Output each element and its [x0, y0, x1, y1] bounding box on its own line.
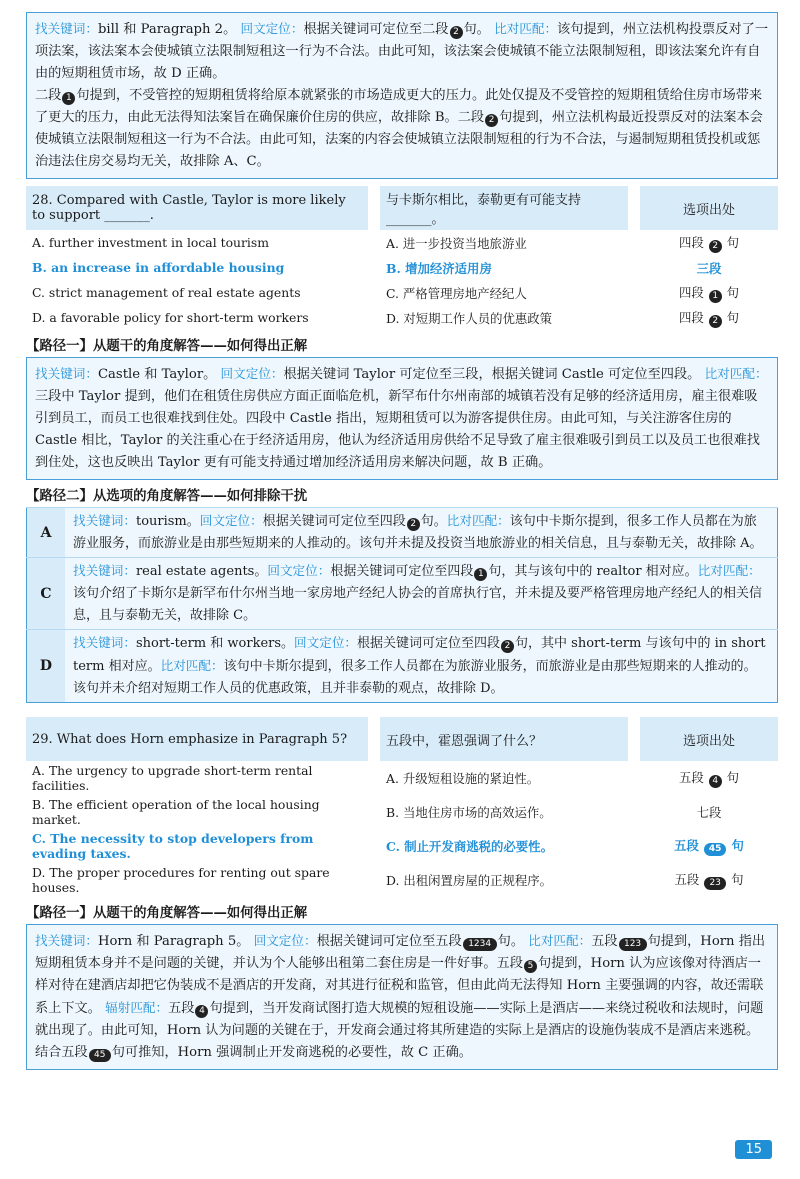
match-label: 比对匹配：	[494, 21, 558, 36]
option-source: 五段 4 句	[678, 770, 740, 786]
option-letter: C	[27, 558, 66, 630]
keyword-label: 找关键词：	[73, 513, 136, 528]
sentence-number-badge: 4	[709, 775, 722, 788]
option-en: A. further investment in local tourism	[32, 235, 270, 250]
locate-label: 回文定位：	[267, 563, 331, 578]
analysis-text: 句。	[497, 934, 525, 949]
q27-analysis-box	[26, 12, 778, 179]
option-en: C. strict management of real estate agents	[32, 285, 301, 300]
page	[26, 12, 778, 1070]
analysis-text: Castle 和 Taylor。	[97, 367, 217, 382]
q28-route2-title: 【路径二】从选项的角度解答——如何排除干扰	[26, 489, 308, 504]
keyword-label: 找关键词：	[35, 366, 98, 381]
option-source: 四段 2 句	[678, 309, 740, 326]
q28-option-d	[26, 305, 778, 330]
keyword-label: 找关键词：	[73, 635, 136, 650]
analysis-text: 句提到，州立法机构最近投票反对的法案本会使城镇立法限制短租这一行为不合法。由此可知，法案的内容会使城镇立法限制短租的行为不合法，与遏制短期租赁投机或惩治违法住房交易均无关，故排除 A、C。	[35, 110, 763, 169]
analysis-text: 根据关键词可定位至五段	[316, 934, 462, 949]
analysis-text: 句提到，不受管控的短期租赁将给原本就紧张的市场造成更大的压力。此处仅提及不受管控的短期租赁给住房市场带来了更大的压力，由此无法得知法案旨在确保廉价住房的供应，故排除 B。二段	[35, 88, 763, 125]
sentence-number-badge: 1	[474, 568, 487, 581]
sentence-number-badge: 2	[501, 640, 514, 653]
locate-label: 回文定位：	[294, 635, 357, 650]
sentence-number-badge: 1234	[463, 938, 497, 951]
option-cn: B. 当地住房市场的高效运作。	[386, 805, 552, 820]
q29-option-a	[26, 761, 778, 795]
q29-source-header: 选项出处	[640, 717, 778, 761]
sentence-number-badge: 2	[485, 114, 498, 127]
sentence-number-badge: 2	[407, 518, 420, 531]
analysis-text: Horn 和 Paragraph 5。	[97, 934, 250, 949]
q28-question-cn: 与卡斯尔相比，泰勒更有可能支持_______。	[380, 186, 628, 230]
q28-options-table	[26, 186, 778, 330]
q29-option-d	[26, 863, 778, 897]
elimination-text: 找关键词：tourism。回文定位：根据关键词可定位至四段 2 句。比对匹配：该句中卡斯尔提到，很多工作人员都在为旅游业服务，而旅游业是由那些短期来的人推动的。该句并未提及投资当地旅游业的相关信息，且与泰勒无关，故排除 A。	[65, 508, 778, 558]
sentence-number-badge: 1	[709, 290, 722, 303]
option-cn: A. 进一步投资当地旅游业	[386, 235, 527, 251]
option-en: C. The necessity to stop developers from evading taxes.	[32, 831, 314, 861]
q29-options-table	[26, 717, 778, 897]
option-source: 四段 2 句	[678, 234, 740, 251]
q29-option-b	[26, 795, 778, 829]
option-source: 三段	[696, 260, 722, 276]
sentence-number-badge: 123	[619, 938, 647, 951]
elimination-row-c	[27, 558, 778, 630]
q28-question-en: 28. Compared with Castle, Taylor is more likely to support _______.	[26, 186, 368, 230]
sentence-number-badge: 2	[709, 240, 722, 253]
sentence-number-badge: 4	[195, 1005, 208, 1018]
option-cn: D. 对短期工作人员的优惠政策	[386, 310, 553, 326]
elimination-row-a	[27, 508, 778, 558]
locate-label: 回文定位：	[199, 513, 263, 528]
option-en: B. an increase in affordable housing	[32, 260, 285, 275]
locate-label: 回文定位：	[220, 366, 284, 381]
sentence-number-badge: 45	[89, 1049, 111, 1062]
q29-header-row	[26, 717, 778, 761]
keyword-label: 找关键词：	[35, 933, 98, 948]
match-label: 比对匹配：	[697, 563, 761, 578]
analysis-text: 根据关键词可定位至二段	[303, 22, 449, 37]
q27-analysis-para-2	[35, 85, 769, 173]
sentence-number-badge: 2	[709, 315, 722, 328]
q29-route1-box	[26, 924, 778, 1070]
q29-route1-title: 【路径一】从题干的角度解答——如何得出正解	[26, 906, 308, 921]
option-source: 五段 45 句	[674, 838, 744, 854]
analysis-text: bill 和 Paragraph 2。	[97, 22, 237, 37]
analysis-text: 五段	[168, 1001, 195, 1016]
locate-label: 回文定位：	[240, 21, 304, 36]
q28-source-header: 选项出处	[640, 186, 778, 230]
analysis-text: 该句提到，州立法机构投票反对了一项法案，该法案本会使城镇立法限制短租这一行为不合法。由此可知，该法案会使城镇不能立法限制短租，即该法案允许有自由的短期租赁市场，故 D 正确。	[35, 22, 769, 81]
q28-elimination-table	[26, 507, 778, 703]
q28-route1-box	[26, 357, 778, 480]
elimination-row-d	[27, 630, 778, 703]
radiate-match-label: 辐射匹配：	[105, 1000, 169, 1015]
keyword-label: 找关键词：	[35, 21, 98, 36]
analysis-text: 句。	[463, 22, 490, 37]
locate-label: 回文定位：	[253, 933, 317, 948]
option-letter: D	[27, 630, 66, 703]
page-number: 15	[735, 1140, 772, 1159]
q28-header-row	[26, 186, 778, 230]
option-en: D. a favorable policy for short-term workers	[32, 310, 309, 325]
q29-question-en: 29. What does Horn emphasize in Paragraph 5?	[26, 717, 368, 761]
sentence-number-badge: 45	[704, 843, 726, 856]
analysis-text: 根据关键词 Taylor 可定位至三段，根据关键词 Castle 可定位至四段。	[283, 367, 701, 382]
sentence-number-badge: 23	[704, 877, 726, 890]
q28-option-b-correct	[26, 255, 778, 280]
option-cn: C. 制止开发商逃税的必要性。	[386, 839, 553, 854]
option-cn: C. 严格管理房地产经纪人	[386, 285, 527, 301]
option-source: 七段	[696, 805, 722, 820]
match-label: 比对匹配：	[446, 513, 510, 528]
option-en: A. The urgency to upgrade short-term rental facilities.	[32, 763, 313, 793]
elimination-text: 找关键词：short-term 和 workers。回文定位：根据关键词可定位至四段 2 句，其中 short-term 与该句中的 in short term 相对应。比对匹配：该句中卡斯尔提到，很多工作人员都在为旅游业服务，而旅游业是由那些短期来的人推动的。该句并未介绍对短期工作人员的优惠政策，且并非泰勒的观点，故排除 D。	[65, 630, 778, 703]
sentence-number-badge: 2	[450, 26, 463, 39]
sentence-number-badge: 5	[524, 960, 537, 973]
q29-option-c-correct	[26, 829, 778, 863]
analysis-text: 句提到，当开发商试图打造大规模的短租设施——实际上是酒店——来绕过税收和法规时，问题就出现了。由此可知，Horn 认为问题的关键在于，开发商会通过将其所建造的实际上是酒店的设施伪装成不是酒店来逃税。结合五段	[35, 1001, 764, 1060]
q28-route1-title: 【路径一】从题干的角度解答——如何得出正解	[26, 339, 308, 354]
analysis-text: 三段中 Taylor 提到，他们在租赁住房供应方面正面临危机，新罕布什尔州南部的城镇若没有足够的经济适用房，雇主很难吸引到员工，而员工也很难找到住处。四段中 Castle 指出，短期租赁可以为游客提供住房。由此可知，与关注游客住房的 Castle 相比，Taylor 的关注重心在于经济适用房，他认为经济适用房供给不足导致了雇主很难吸引到员工以及员工也很难找到住处，这也反映出 Taylor 更有可能支持通过增加经济适用房来解决问题，故 B 正确。	[35, 389, 760, 470]
elimination-text: 找关键词：real estate agents。回文定位：根据关键词可定位至四段 1 句，其与该句中的 realtor 相对应。比对匹配：该句介绍了卡斯尔是新罕布什尔州当地一家房地产经纪人协会的首席执行官，并未提及要严格管理房地产经纪人的相关信息，且与泰勒无关，故排除 C。	[65, 558, 778, 630]
option-cn: D. 出租闲置房屋的正规程序。	[386, 873, 553, 888]
analysis-text: 二段	[35, 88, 62, 103]
q29-question-cn: 五段中，霍恩强调了什么？	[380, 717, 628, 761]
q28-option-a	[26, 230, 778, 255]
option-source: 五段 23 句	[674, 872, 744, 888]
sentence-number-badge: 1	[62, 92, 75, 105]
option-en: B. The efficient operation of the local housing market.	[32, 797, 320, 827]
option-source: 四段 1 句	[678, 284, 740, 301]
analysis-text: 句可推知，Horn 强调制止开发商逃税的必要性，故 C 正确。	[111, 1045, 472, 1060]
match-label: 比对匹配：	[704, 366, 768, 381]
option-cn: B. 增加经济适用房	[386, 260, 492, 276]
option-letter: A	[27, 508, 66, 558]
analysis-text: 句提到，Horn 指出短期租赁本身并不是问题的关键，并认为个人能够出租第二套住房是一件好事。五段	[35, 934, 766, 971]
q27-analysis-para-1	[35, 18, 769, 85]
option-cn: A. 升级短租设施的紧迫性。	[386, 771, 540, 786]
match-label: 比对匹配：	[160, 658, 224, 673]
analysis-text: 句提到，Horn 认为应该像对待酒店一样对待在建酒店却把它伪装成不是酒店的开发商，对其进行征税和监管，但由此尚无法得知 Horn 主要强调的内容，故还需联系上下文。	[35, 956, 764, 1016]
analysis-text: 五段	[591, 934, 618, 949]
keyword-label: 找关键词：	[73, 563, 136, 578]
option-en: D. The proper procedures for renting out spare houses.	[32, 865, 330, 895]
match-label: 比对匹配：	[528, 933, 592, 948]
q28-option-c	[26, 280, 778, 305]
